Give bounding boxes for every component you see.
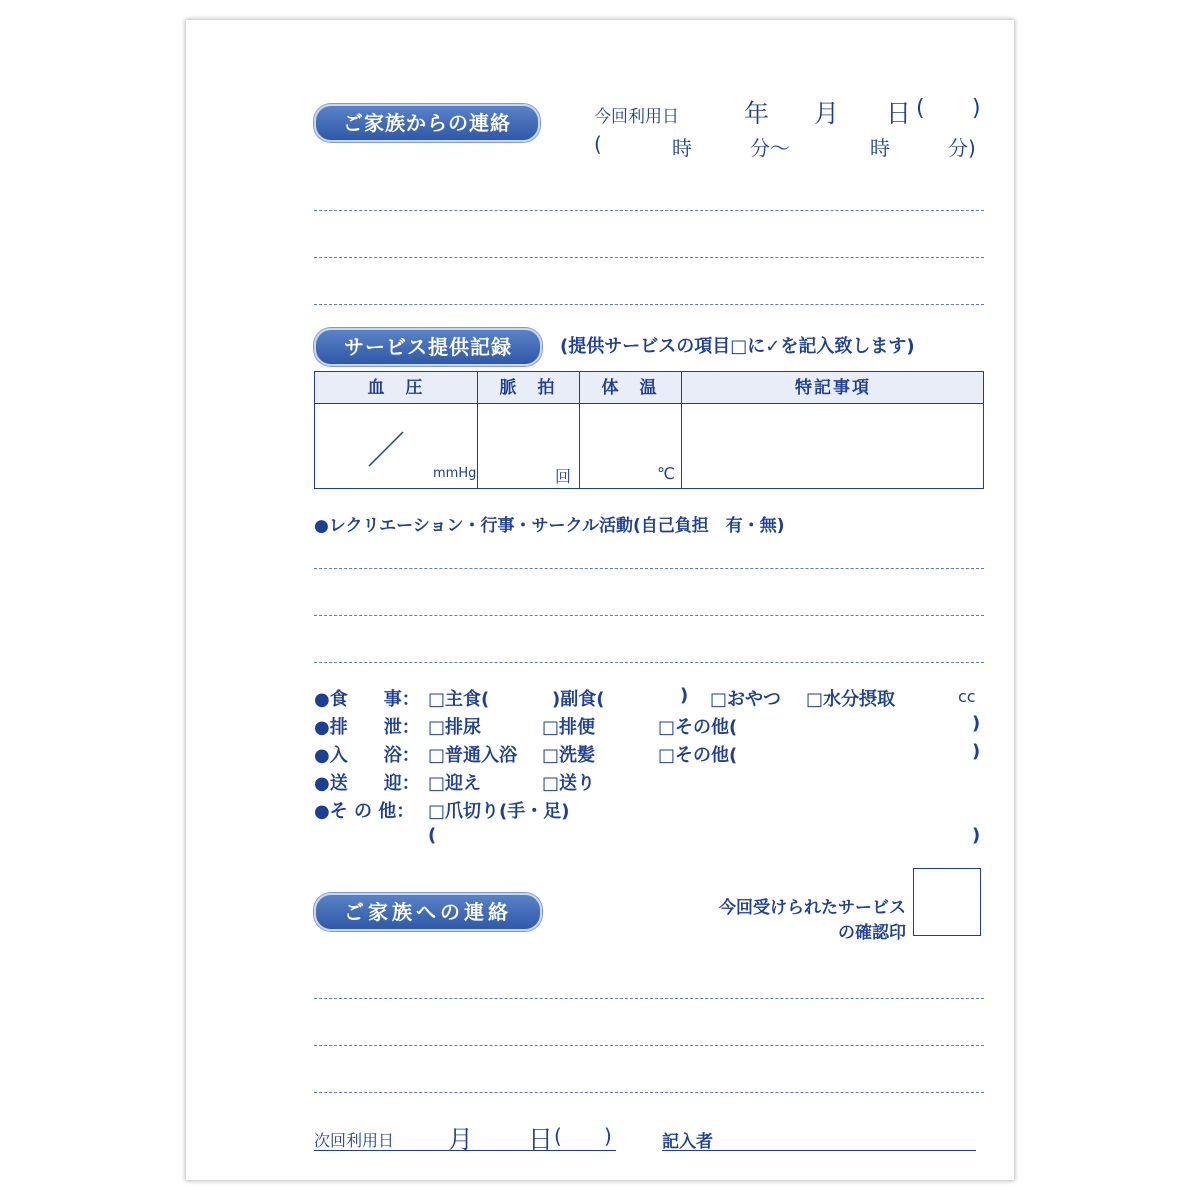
recreation-line-2[interactable] [314, 615, 984, 616]
minute2-label: 分) [948, 136, 976, 160]
to-family-line-2[interactable] [314, 1045, 984, 1046]
to-family-line-3[interactable] [314, 1092, 984, 1093]
next-weekday-open: ( [554, 1124, 562, 1148]
recreation-line-1[interactable] [314, 568, 984, 569]
family-contact-title: ご家族からの連絡 [314, 104, 540, 142]
transport-label: ●送 迎： [314, 773, 420, 794]
header-notes: 特記事項 [795, 378, 871, 398]
meal-water-checkbox[interactable]: □水分摂取 [806, 689, 896, 710]
family-contact-line-2[interactable] [314, 257, 984, 258]
meal-label: ●食 事： [314, 689, 420, 710]
weekday-open: ( [916, 96, 925, 121]
header-temperature: 体 温 [601, 378, 659, 398]
family-contact-line-1[interactable] [314, 210, 984, 211]
next-visit-label: 次回利用日 [314, 1131, 395, 1150]
excretion-stool-checkbox[interactable]: □排便 [542, 717, 596, 738]
excretion-other-checkbox[interactable]: □その他( [658, 717, 738, 738]
time-open: ( [594, 132, 602, 156]
next-weekday-close: ) [604, 1124, 612, 1148]
bath-label: ●入 浴： [314, 745, 420, 766]
meal-cc-unit: cc [958, 687, 976, 706]
temp-input[interactable] [581, 404, 681, 488]
header-blood-pressure: 血 圧 [367, 378, 425, 398]
recreation-label: ●レクリエーション・行事・サークル活動(自己負担 有・無) [314, 516, 785, 536]
next-day-label: 日 [528, 1125, 554, 1154]
weekday-close: ) [972, 96, 981, 121]
unit-mmhg: mmHg [433, 466, 477, 481]
to-family-line-1[interactable] [314, 998, 984, 999]
next-visit-underline[interactable] [314, 1150, 616, 1151]
vitals-table [314, 371, 984, 489]
confirmation-stamp-box[interactable] [913, 868, 981, 936]
notes-input[interactable] [683, 404, 983, 488]
bath-regular-checkbox[interactable]: □普通入浴 [428, 745, 518, 766]
bath-hairwash-checkbox[interactable]: □洗髪 [542, 745, 596, 766]
pulse-input[interactable] [479, 404, 579, 488]
meal-staple-checkbox[interactable]: □主食( [428, 689, 490, 710]
bp-input[interactable] [315, 404, 477, 488]
form-page [186, 20, 1014, 1180]
year-label: 年 [744, 99, 770, 128]
meal-side-checkbox[interactable]: )副食( [552, 689, 605, 710]
service-record-instruction: (提供サービスの項目□に✓を記入致します) [560, 336, 915, 357]
month-label: 月 [814, 99, 840, 128]
transport-pickup-checkbox[interactable]: □迎え [428, 773, 482, 794]
other-note-close: ) [972, 825, 981, 846]
hour2-label: 時 [870, 136, 890, 160]
other-label: ●そ の 他： [314, 801, 415, 822]
other-note-open: ( [428, 825, 437, 846]
day-label: 日 [886, 99, 912, 128]
unit-temp: ℃ [657, 464, 675, 483]
to-family-title: ご家族への連絡 [314, 893, 542, 931]
recreation-line-3[interactable] [314, 662, 984, 663]
family-contact-line-3[interactable] [314, 304, 984, 305]
other-nailcut-checkbox[interactable]: □爪切り(手・足) [428, 801, 570, 822]
confirm-label-2: の確認印 [838, 923, 906, 943]
excretion-label: ●排 泄： [314, 717, 420, 738]
excretion-other-close: ) [972, 713, 981, 734]
minute1-label: 分～ [750, 136, 790, 160]
bath-other-close: ) [972, 741, 981, 762]
header-pulse: 脈 拍 [499, 378, 557, 398]
service-record-title: サービス提供記録 [314, 328, 542, 366]
confirm-label-1: 今回受けられたサービス [719, 898, 906, 918]
transport-dropoff-checkbox[interactable]: □送り [542, 773, 596, 794]
meal-side-close: ) [680, 685, 689, 706]
recorder-underline[interactable] [662, 1150, 976, 1151]
excretion-urine-checkbox[interactable]: □排尿 [428, 717, 482, 738]
next-month-label: 月 [448, 1125, 474, 1154]
bath-other-checkbox[interactable]: □その他( [658, 745, 738, 766]
unit-pulse: 回 [555, 467, 572, 486]
this-visit-label: 今回利用日 [594, 107, 679, 127]
meal-snack-checkbox[interactable]: □おやつ [710, 689, 782, 710]
hour1-label: 時 [672, 136, 692, 160]
recorder-label: 記入者 [662, 1132, 713, 1152]
